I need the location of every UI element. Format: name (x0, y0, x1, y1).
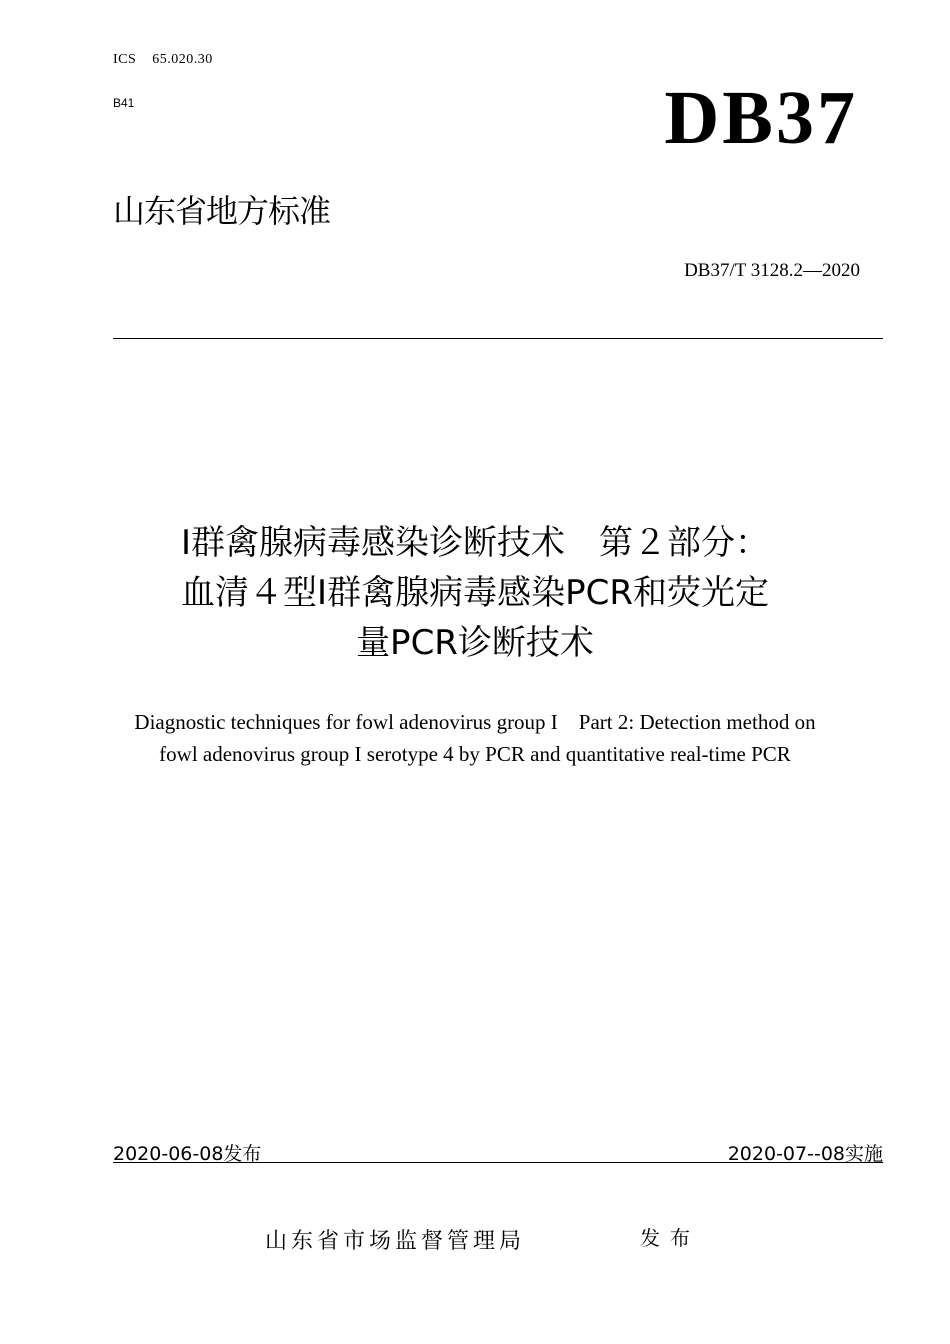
issue-date: 2020-06-08发布 (113, 1143, 262, 1165)
english-title-line: Diagnostic techniques for fowl adenovirus group I Part 2: Detection method on (134, 710, 816, 734)
ccs-code: B41 (113, 96, 135, 110)
ics-code: 65.020.30 (152, 52, 213, 67)
standard-type: 山东省地方标准 (113, 192, 331, 230)
chinese-title-line: 血清４型Ⅰ群禽腺病毒感染PCR和荧光定 (181, 573, 769, 613)
english-title (95, 706, 855, 770)
ics-classification (113, 52, 213, 68)
publisher-name: 山东省市场监督管理局 (265, 1229, 526, 1254)
publish-label: 发布 (640, 1226, 700, 1250)
db-mark: DB37 (664, 76, 858, 160)
top-divider (113, 338, 883, 339)
bottom-divider (113, 1162, 883, 1163)
english-title-line: fowl adenovirus group I serotype 4 by PCR and quantitative real-time PCR (159, 742, 791, 766)
chinese-title-line: Ⅰ群禽腺病毒感染诊断技术 第２部分： (180, 523, 770, 563)
ics-label: ICS (113, 52, 137, 67)
standard-code: DB37/T 3128.2—2020 (684, 260, 860, 281)
chinese-title-line: 量PCR诊断技术 (356, 623, 594, 663)
implementation-date: 2020-07--08实施 (727, 1143, 883, 1165)
chinese-title (95, 518, 855, 668)
